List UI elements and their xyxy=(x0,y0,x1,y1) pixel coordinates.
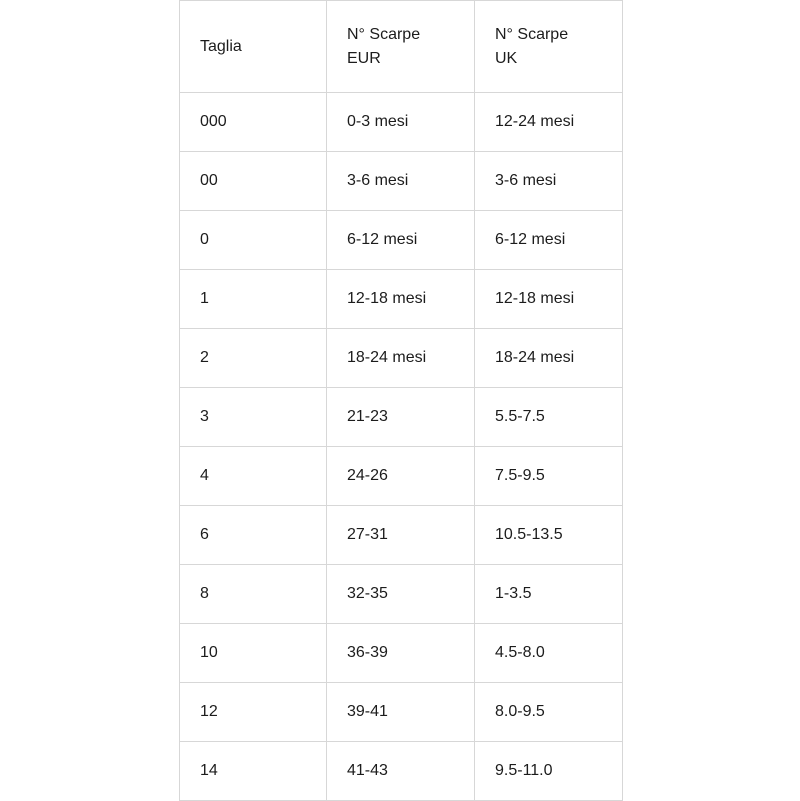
cell-eur: 39-41 xyxy=(327,683,475,742)
cell-eur: 6-12 mesi xyxy=(327,211,475,270)
cell-taglia: 8 xyxy=(180,565,327,624)
cell-eur: 41-43 xyxy=(327,742,475,801)
table-row xyxy=(180,624,623,683)
cell-uk: 1-3.5 xyxy=(475,565,623,624)
column-header-scarpe-eur-line-1: N° Scarpe xyxy=(347,26,421,44)
column-header-scarpe-uk xyxy=(475,1,623,93)
cell-uk: 12-24 mesi xyxy=(475,93,623,152)
cell-uk: 9.5-11.0 xyxy=(475,742,623,801)
size-conversion-table xyxy=(179,0,623,801)
cell-eur: 21-23 xyxy=(327,388,475,447)
table-row xyxy=(180,329,623,388)
column-header-taglia-line-1: Taglia xyxy=(200,37,242,55)
table-header-row xyxy=(180,1,623,93)
size-table-container xyxy=(179,0,622,801)
cell-uk: 5.5-7.5 xyxy=(475,388,623,447)
cell-eur: 3-6 mesi xyxy=(327,152,475,211)
table-row xyxy=(180,152,623,211)
table-row xyxy=(180,447,623,506)
cell-eur: 24-26 xyxy=(327,447,475,506)
cell-eur: 18-24 mesi xyxy=(327,329,475,388)
table-row xyxy=(180,93,623,152)
cell-taglia: 2 xyxy=(180,329,327,388)
table-row xyxy=(180,388,623,447)
cell-uk: 4.5-8.0 xyxy=(475,624,623,683)
column-header-taglia xyxy=(180,1,327,93)
cell-taglia: 4 xyxy=(180,447,327,506)
cell-eur: 36-39 xyxy=(327,624,475,683)
table-row xyxy=(180,270,623,329)
cell-taglia: 10 xyxy=(180,624,327,683)
column-header-scarpe-uk-line-2: UK xyxy=(495,49,518,67)
table-row xyxy=(180,506,623,565)
cell-taglia: 00 xyxy=(180,152,327,211)
cell-uk: 10.5-13.5 xyxy=(475,506,623,565)
column-header-scarpe-uk-line-1: N° Scarpe xyxy=(495,26,569,44)
table-row xyxy=(180,565,623,624)
table-head xyxy=(180,1,623,93)
column-header-scarpe-eur xyxy=(327,1,475,93)
cell-taglia: 000 xyxy=(180,93,327,152)
table-row xyxy=(180,211,623,270)
cell-uk: 8.0-9.5 xyxy=(475,683,623,742)
cell-uk: 18-24 mesi xyxy=(475,329,623,388)
cell-eur: 27-31 xyxy=(327,506,475,565)
cell-eur: 12-18 mesi xyxy=(327,270,475,329)
cell-uk: 7.5-9.5 xyxy=(475,447,623,506)
column-header-scarpe-eur-line-2: EUR xyxy=(347,49,381,67)
cell-taglia: 1 xyxy=(180,270,327,329)
cell-eur: 0-3 mesi xyxy=(327,93,475,152)
cell-taglia: 6 xyxy=(180,506,327,565)
cell-taglia: 0 xyxy=(180,211,327,270)
table-body xyxy=(180,93,623,801)
cell-uk: 3-6 mesi xyxy=(475,152,623,211)
cell-taglia: 14 xyxy=(180,742,327,801)
table-row xyxy=(180,742,623,801)
cell-uk: 12-18 mesi xyxy=(475,270,623,329)
table-row xyxy=(180,683,623,742)
cell-taglia: 3 xyxy=(180,388,327,447)
cell-taglia: 12 xyxy=(180,683,327,742)
cell-uk: 6-12 mesi xyxy=(475,211,623,270)
cell-eur: 32-35 xyxy=(327,565,475,624)
